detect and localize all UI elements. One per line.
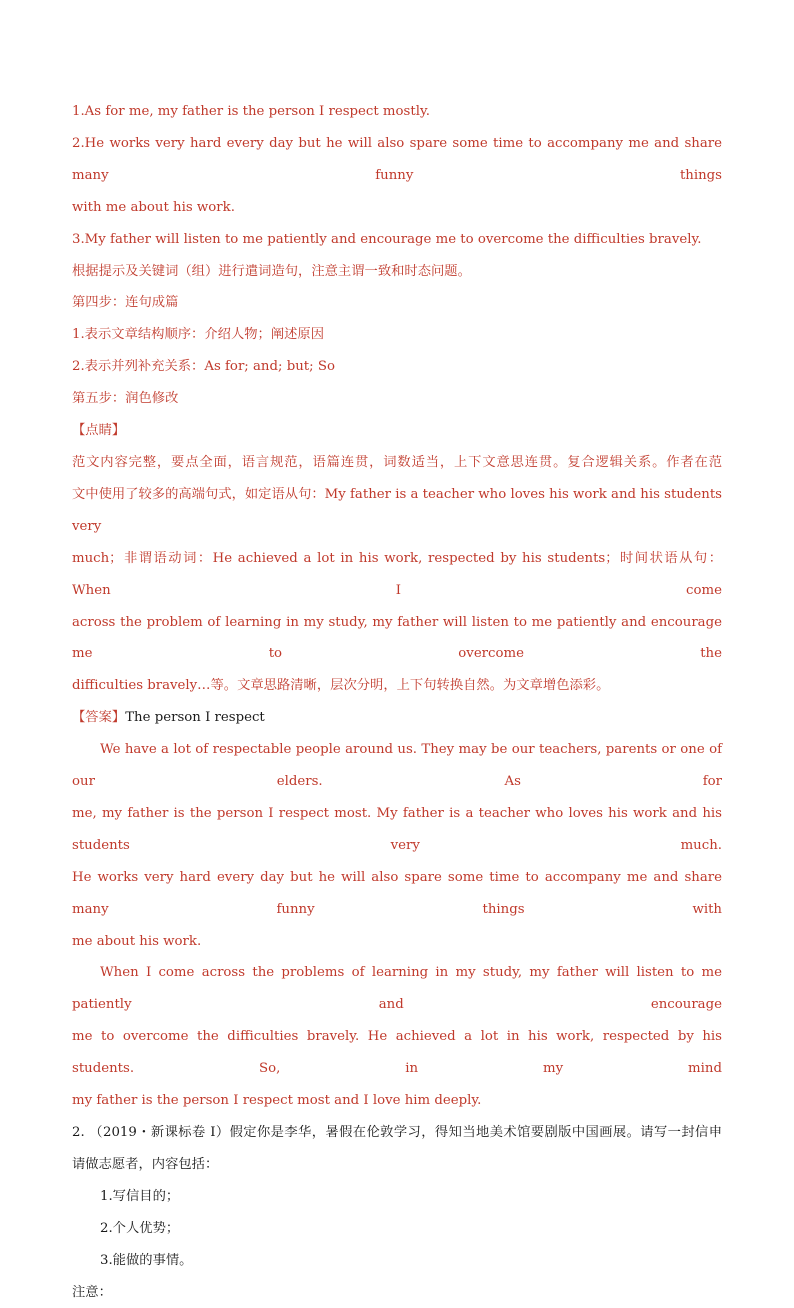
answer-tag: 【答案】: [72, 710, 126, 726]
document-page: [72, 96, 722, 1308]
answer-heading: [72, 702, 722, 734]
question2-note: 注意：: [72, 1284, 112, 1300]
answer-para2-line-1: When I come across the problems of learning in my study, my father will listen to me patiently and encourage: [72, 965, 722, 1013]
step4-title: 第四步：连句成篇: [72, 295, 179, 311]
step5-title: 第五步：润色修改: [72, 391, 179, 407]
dianjing-line-3: much；非谓语动词：He achieved a lot in his work, respected by his students；时间状语从句：When I come: [72, 550, 722, 598]
question2-item-2: 2.个人优势；: [100, 1220, 180, 1236]
intro-point-2: 2.He works very hard every day but he will also spare some time to accompany me and share many funny things: [72, 135, 722, 183]
answer-para1-line-2: me, my father is the person I respect most. My father is a teacher who loves his work and his students very much.: [72, 805, 722, 853]
intro-point-3: 3.My father will listen to me patiently and encourage me to overcome the difficulties bravely.: [72, 231, 702, 247]
dianjing-line-5: difficulties bravely…等。文章思路清晰，层次分明，上下句转换自然。为文章增色添彩。: [72, 678, 610, 694]
intro-point-1: 1.As for me, my father is the person I respect mostly.: [72, 104, 430, 119]
dianjing-line-2: 文中使用了较多的高端句式，如定语从句：My father is a teacher who loves his work and his students very: [72, 486, 722, 534]
question2-item-1: 1.写信目的；: [100, 1188, 180, 1204]
dianjing-tag: 【点睛】: [72, 423, 126, 439]
intro-point-2-cont: with me about his work.: [72, 199, 235, 215]
dianjing-line-1: 范文内容完整，要点全面，语言规范，语篇连贯，词数适当，上下文意思连贯。复合逻辑关系。作者在范: [72, 454, 722, 470]
question2-line-1: 2. （2019・新课标卷 I）假定你是李华，暑假在伦敦学习，得知当地美术馆要剧版中国画展。请写一封信申: [72, 1125, 722, 1140]
answer-para2-line-3: my father is the person I respect most and I love him deeply.: [72, 1093, 482, 1109]
step4-item-2: 2.表示并列补充关系：As for; and; but; So: [72, 359, 335, 375]
answer-para2-line-2: me to overcome the difficulties bravely. He achieved a lot in his work, respected by his students. So, in my mind: [72, 1029, 722, 1077]
question2-line-2: 请做志愿者，内容包括：: [72, 1156, 219, 1172]
answer-para1-line-4: me about his work.: [72, 933, 202, 949]
answer-para1-line-1: We have a lot of respectable people around us. They may be our teachers, parents or one of our elders. As for: [72, 742, 722, 790]
dianjing-line-4: across the problem of learning in my study, my father will listen to me patiently and encourage me to overcome the: [72, 614, 722, 662]
answer-title: The person I respect: [125, 710, 265, 726]
question2-item-3: 3.能做的事情。: [100, 1252, 193, 1268]
step4-item-1: 1.表示文章结构顺序：介绍人物；阐述原因: [72, 327, 325, 343]
answer-para1-line-3: He works very hard every day but he will also spare some time to accompany me and share many funny things with: [72, 869, 722, 917]
step-note: 根据提示及关键词（组）进行遣词造句，注意主谓一致和时态问题。: [72, 263, 471, 279]
